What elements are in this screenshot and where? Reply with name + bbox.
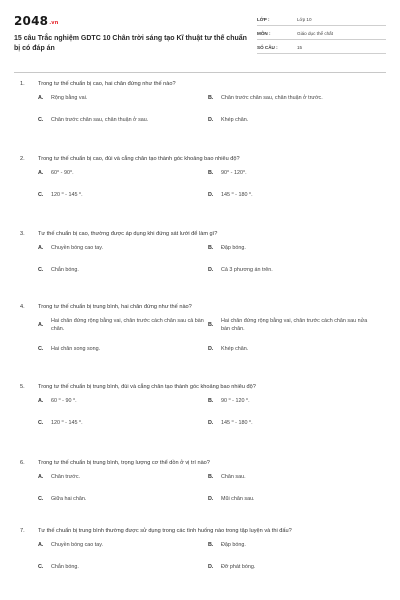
option-letter: C.: [38, 267, 44, 273]
option-text: Hai chân đứng rộng bằng vai, chân trước cách chân sau nửa bàn chân.: [221, 318, 368, 332]
question-stem: [20, 80, 380, 88]
option-letter: D.: [208, 267, 214, 273]
option-d[interactable]: [208, 563, 376, 571]
option-text: 145 ⁰ - 180 ⁰.: [221, 192, 253, 198]
option-letter: C.: [38, 420, 44, 426]
option-b[interactable]: [208, 94, 376, 102]
option-d[interactable]: [208, 419, 376, 427]
option-text: Khép chân.: [221, 346, 249, 352]
option-letter: B.: [208, 398, 214, 404]
option-grid: [38, 88, 380, 132]
meta-value: 15: [297, 45, 303, 50]
option-grid: [38, 467, 380, 511]
option-a[interactable]: [38, 169, 206, 177]
option-letter: A.: [38, 398, 44, 404]
question-number: 6.: [20, 460, 25, 466]
option-text: Chân sau.: [221, 474, 246, 480]
logo-brand: 2048: [14, 14, 49, 28]
option-b[interactable]: [208, 244, 376, 252]
option-text: Chắn bóng.: [51, 564, 79, 570]
option-row: [38, 535, 380, 557]
option-text: Chắn bóng.: [51, 267, 79, 273]
option-row: [38, 238, 380, 260]
option-grid: [38, 163, 380, 207]
option-letter: D.: [208, 564, 214, 570]
option-row: [38, 260, 380, 282]
option-grid: [38, 311, 380, 361]
option-letter: A.: [38, 245, 44, 251]
option-letter: C.: [38, 346, 44, 352]
option-letter: D.: [208, 117, 214, 123]
question-text: Trong tư thế chuẩn bị cao, hai chân đứng như thế nào?: [38, 81, 176, 87]
option-d[interactable]: [208, 116, 376, 124]
option-letter: A.: [38, 95, 44, 101]
question-number: 3.: [20, 231, 25, 237]
option-row: [38, 185, 380, 207]
option-c[interactable]: [38, 266, 206, 274]
option-text: Khép chân.: [221, 117, 249, 123]
option-letter: D.: [208, 192, 214, 198]
meta-label: LỚP :: [257, 17, 270, 22]
question-item: [20, 459, 380, 527]
question-item: [20, 155, 380, 230]
option-letter: B.: [208, 245, 214, 251]
question-item: [20, 303, 380, 383]
meta-row-count: [257, 40, 386, 54]
option-text: 120 ⁰ - 145 ⁰.: [51, 192, 83, 198]
option-d[interactable]: [208, 191, 376, 199]
option-a[interactable]: [38, 317, 206, 333]
option-letter: A.: [38, 542, 44, 548]
option-a[interactable]: [38, 473, 206, 481]
option-a[interactable]: [38, 541, 206, 549]
option-row: [38, 489, 380, 511]
option-b[interactable]: [208, 169, 376, 177]
option-letter: A.: [38, 474, 44, 480]
header-divider: [14, 72, 386, 73]
question-stem: [20, 459, 380, 467]
option-row: [38, 557, 380, 579]
option-grid: [38, 535, 380, 579]
option-letter: B.: [208, 170, 214, 176]
option-row: [38, 413, 380, 435]
option-letter: C.: [38, 564, 44, 570]
option-grid: [38, 391, 380, 435]
option-c[interactable]: [38, 563, 206, 571]
option-text: Hai chân song song.: [51, 346, 101, 352]
question-stem: [20, 303, 380, 311]
option-row: [38, 467, 380, 489]
option-text: Hai chân đứng rộng bằng vai, chân trước cách chân sau cả bàn chân.: [51, 318, 204, 332]
meta-value: Lớp 10: [297, 17, 312, 22]
option-a[interactable]: [38, 244, 206, 252]
option-text: 90⁰ - 120⁰.: [221, 170, 247, 176]
option-grid: [38, 238, 380, 282]
meta-panel: [257, 14, 386, 54]
option-letter: C.: [38, 117, 44, 123]
option-letter: A.: [38, 170, 44, 176]
option-b[interactable]: [208, 317, 376, 333]
option-text: Cả 3 phương án trên.: [221, 267, 273, 273]
option-b[interactable]: [208, 473, 376, 481]
question-number: 2.: [20, 156, 25, 162]
option-text: Đỡ phát bóng.: [221, 564, 256, 570]
option-text: 60 ⁰ - 90 ⁰.: [51, 398, 77, 404]
option-text: 145 ⁰ - 180 ⁰.: [221, 420, 253, 426]
logo-suffix: .vn: [49, 20, 59, 26]
option-d[interactable]: [208, 495, 376, 503]
option-text: 120 ⁰ - 145 ⁰.: [51, 420, 83, 426]
option-row: [38, 391, 380, 413]
option-c[interactable]: [38, 495, 206, 503]
document-title: 15 câu Trắc nghiệm GDTC 10 Chân trời sáng tạo Kĩ thuật tư thế chuẩn bị có đáp án: [14, 35, 247, 52]
option-letter: B.: [208, 95, 214, 101]
option-row: [38, 110, 380, 132]
option-row: [38, 88, 380, 110]
meta-value: Giáo dục thể chất: [297, 31, 334, 36]
option-b[interactable]: [208, 541, 376, 549]
option-letter: D.: [208, 496, 214, 502]
option-row: [38, 339, 380, 361]
option-c[interactable]: [38, 191, 206, 199]
option-text: 90 ⁰ - 120 ⁰.: [221, 398, 250, 404]
option-letter: A.: [38, 322, 44, 328]
question-item: [20, 80, 380, 155]
site-logo[interactable]: [14, 14, 59, 28]
question-text: Trong tư thế chuẩn bị trung bình, trọng lượng cơ thể dồn ở vị trí nào?: [38, 460, 210, 466]
option-text: Rộng bằng vai.: [51, 95, 88, 101]
option-d[interactable]: [208, 345, 376, 353]
option-letter: B.: [208, 322, 214, 328]
option-c[interactable]: [38, 419, 206, 427]
option-row: [38, 163, 380, 185]
option-text: Chân trước chân sau, chân thuận ở trước.: [221, 95, 323, 101]
question-number: 7.: [20, 528, 25, 534]
question-stem: [20, 155, 380, 163]
option-text: Chuyền bóng cao tay.: [51, 542, 104, 548]
question-stem: [20, 383, 380, 391]
question-number: 1.: [20, 81, 25, 87]
question-number: 5.: [20, 384, 25, 390]
document-header: [14, 10, 386, 66]
option-text: Chân trước chân sau, chân thuận ở sau.: [51, 117, 149, 123]
option-text: Chân trước.: [51, 474, 81, 480]
option-letter: B.: [208, 474, 214, 480]
question-list: [20, 80, 380, 599]
question-number: 4.: [20, 304, 25, 310]
option-letter: C.: [38, 192, 44, 198]
question-stem: [20, 230, 380, 238]
meta-row-class: [257, 14, 386, 26]
option-text: Mũi chân sau.: [221, 496, 255, 502]
question-item: [20, 383, 380, 459]
question-text: Tư thế chuẩn bị trung bình thường được sử dụng trong các tình huống nào trong tập luyện và thi đấu?: [38, 528, 292, 534]
meta-row-subject: [257, 26, 386, 40]
question-text: Trong tư thế chuẩn bị trung bình, hai chân đứng như thế nào?: [38, 304, 192, 310]
option-text: Giữa hai chân.: [51, 496, 87, 502]
option-c[interactable]: [38, 116, 206, 124]
option-text: 60⁰ - 90⁰.: [51, 170, 74, 176]
option-a[interactable]: [38, 94, 206, 102]
option-letter: B.: [208, 542, 214, 548]
question-text: Trong tư thế chuẩn bị trung bình, đùi và cẳng chân tạo thành góc khoảng bao nhiêu độ?: [38, 384, 256, 390]
option-a[interactable]: [38, 397, 206, 405]
option-letter: D.: [208, 346, 214, 352]
option-d[interactable]: [208, 266, 376, 274]
option-text: Đập bóng.: [221, 542, 246, 548]
option-letter: C.: [38, 496, 44, 502]
option-text: Đập bóng.: [221, 245, 246, 251]
question-text: Tư thế chuẩn bị cao, thường được áp dụng khi đứng sát lưới để làm gì?: [38, 231, 218, 237]
question-item: [20, 527, 380, 599]
option-text: Chuyền bóng cao tay.: [51, 245, 104, 251]
question-stem: [20, 527, 380, 535]
option-letter: D.: [208, 420, 214, 426]
option-c[interactable]: [38, 345, 206, 353]
question-item: [20, 230, 380, 303]
option-row: [38, 311, 380, 339]
meta-label: SỐ CÂU :: [257, 45, 278, 50]
option-b[interactable]: [208, 397, 376, 405]
question-text: Trong tư thế chuẩn bị cao, đùi và cẳng chân tạo thành góc khoảng bao nhiêu độ?: [38, 156, 240, 162]
meta-label: MÔN :: [257, 31, 271, 36]
